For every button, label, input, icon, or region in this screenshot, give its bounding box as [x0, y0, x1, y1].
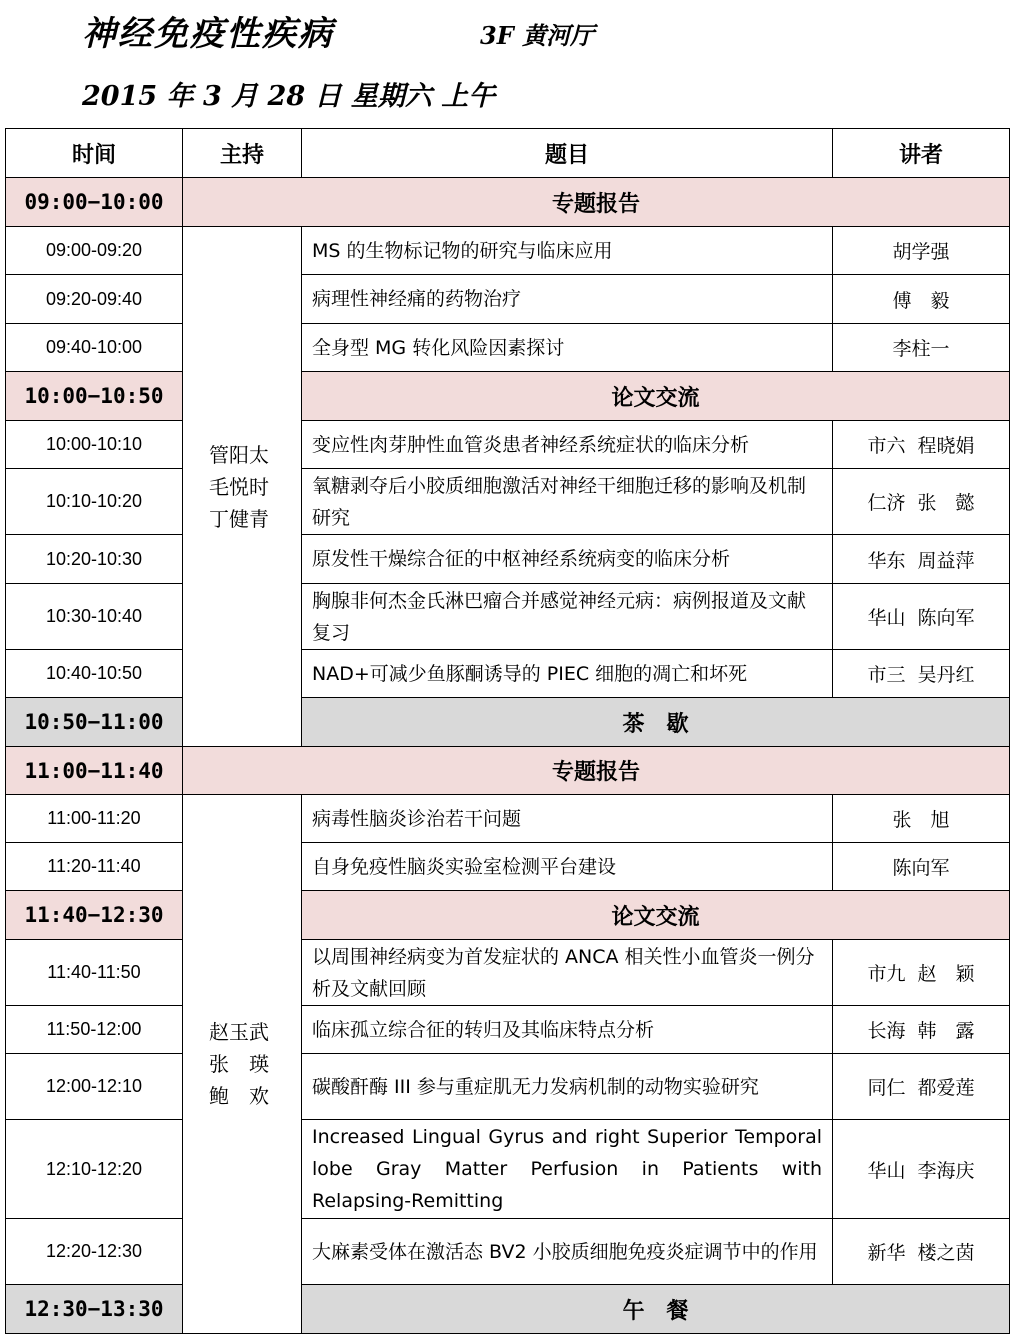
talk-topic: NAD+可减少鱼豚酮诱导的 PIEC 细胞的凋亡和坏死	[302, 650, 833, 698]
column-header-topic: 题目	[302, 129, 833, 178]
talk-speaker: 仁济 张 懿	[833, 469, 1010, 535]
host-name: 赵玉武	[209, 1020, 269, 1044]
section-label: 专题报告	[183, 747, 1010, 795]
table-row	[6, 324, 1010, 372]
talk-speaker: 华山 陈向军	[833, 584, 1010, 650]
table-row	[6, 940, 1010, 1006]
page-title: 神经免疫性疾病	[82, 14, 334, 54]
talk-time: 11:50-12:00	[6, 1006, 183, 1054]
table-row	[6, 421, 1010, 469]
talk-topic: 全身型 MG 转化风险因素探讨	[302, 324, 833, 372]
section-row	[6, 747, 1010, 795]
talk-topic: 原发性干燥综合征的中枢神经系统病变的临床分析	[302, 535, 833, 584]
talk-time: 10:00-10:10	[6, 421, 183, 469]
talk-time: 10:10-10:20	[6, 469, 183, 535]
table-row	[6, 469, 1010, 535]
column-header-host: 主持	[183, 129, 302, 178]
break-row	[6, 1285, 1010, 1334]
talk-speaker: 市九 赵 颖	[833, 940, 1010, 1006]
section-time: 11:00−11:40	[6, 747, 183, 795]
talk-topic: 病毒性脑炎诊治若干问题	[302, 795, 833, 843]
talk-time: 11:20-11:40	[6, 843, 183, 891]
section-row	[6, 372, 1010, 421]
talk-topic: MS 的生物标记物的研究与临床应用	[302, 227, 833, 275]
section-label: 论文交流	[302, 891, 1010, 940]
talk-speaker: 新华 楼之茵	[833, 1219, 1010, 1285]
section-label: 专题报告	[183, 178, 1010, 227]
talk-speaker: 陈向军	[833, 843, 1010, 891]
talk-speaker: 市三 吴丹红	[833, 650, 1010, 698]
talk-time: 12:00-12:10	[6, 1054, 183, 1120]
section-time: 10:50−11:00	[6, 698, 183, 747]
table-header-row	[6, 129, 1010, 178]
talk-speaker: 市六 程晓娟	[833, 421, 1010, 469]
talk-speaker: 华东 周益萍	[833, 535, 1010, 584]
section-time: 09:00−10:00	[6, 178, 183, 227]
section-label: 午 餐	[302, 1285, 1010, 1334]
talk-topic: 病理性神经痛的药物治疗	[302, 275, 833, 324]
talk-speaker: 华山 李海庆	[833, 1120, 1010, 1219]
talk-speaker: 同仁 都爱莲	[833, 1054, 1010, 1120]
talk-topic: Increased Lingual Gyrus and right Superior Temporal lobe Gray Matter Perfusion in Patients with Relapsing-Remitting	[302, 1120, 833, 1219]
column-header-speaker: 讲者	[833, 129, 1010, 178]
talk-time: 10:30-10:40	[6, 584, 183, 650]
talk-speaker: 胡学强	[833, 227, 1010, 275]
talk-speaker: 李柱一	[833, 324, 1010, 372]
room-label: 3F 黄河厅	[480, 21, 595, 50]
break-row	[6, 698, 1010, 747]
talk-topic: 以周围神经病变为首发症状的 ANCA 相关性小血管炎一例分析及文献回顾	[302, 940, 833, 1006]
host-cell	[183, 227, 302, 747]
talk-speaker: 长海 韩 露	[833, 1006, 1010, 1054]
section-time: 10:00−10:50	[6, 372, 183, 421]
talk-topic: 大麻素受体在激活态 BV2 小胶质细胞免疫炎症调节中的作用	[302, 1219, 833, 1285]
date-label: 2015 年 3 月 28 日 星期六 上午	[82, 81, 496, 112]
talk-time: 10:40-10:50	[6, 650, 183, 698]
talk-time: 09:40-10:00	[6, 324, 183, 372]
section-time: 11:40−12:30	[6, 891, 183, 940]
talk-time: 09:00-09:20	[6, 227, 183, 275]
table-row	[6, 650, 1010, 698]
host-name: 丁健青	[209, 506, 269, 531]
host-name: 张 瑛	[209, 1052, 269, 1076]
schedule-table	[5, 128, 1010, 1334]
host-name: 毛悦时	[209, 474, 269, 499]
table-row	[6, 227, 1010, 275]
talk-time: 12:10-12:20	[6, 1120, 183, 1219]
section-row	[6, 178, 1010, 227]
talk-topic: 自身免疫性脑炎实验室检测平台建设	[302, 843, 833, 891]
section-label: 论文交流	[302, 372, 1010, 421]
host-cell	[183, 795, 302, 1334]
talk-topic: 变应性肉芽肿性血管炎患者神经系统症状的临床分析	[302, 421, 833, 469]
section-time: 12:30−13:30	[6, 1285, 183, 1334]
table-row	[6, 535, 1010, 584]
column-header-time: 时间	[6, 129, 183, 178]
table-row	[6, 1219, 1010, 1285]
talk-topic: 氧糖剥夺后小胶质细胞激活对神经干细胞迁移的影响及机制研究	[302, 469, 833, 535]
talk-topic: 碳酸酐酶 III 参与重症肌无力发病机制的动物实验研究	[302, 1054, 833, 1120]
talk-topic: 胸腺非何杰金氏淋巴瘤合并感觉神经元病：病例报道及文献复习	[302, 584, 833, 650]
talk-time: 11:40-11:50	[6, 940, 183, 1006]
talk-time: 12:20-12:30	[6, 1219, 183, 1285]
talk-time: 11:00-11:20	[6, 795, 183, 843]
table-row	[6, 275, 1010, 324]
table-row	[6, 1054, 1010, 1120]
table-row	[6, 795, 1010, 843]
host-name: 鲍 欢	[209, 1084, 269, 1108]
talk-speaker: 张 旭	[833, 795, 1010, 843]
table-row	[6, 1120, 1010, 1219]
table-row	[6, 843, 1010, 891]
talk-topic: 临床孤立综合征的转归及其临床特点分析	[302, 1006, 833, 1054]
section-row	[6, 891, 1010, 940]
talk-time: 09:20-09:40	[6, 275, 183, 324]
table-row	[6, 584, 1010, 650]
talk-time: 10:20-10:30	[6, 535, 183, 584]
section-label: 茶 歇	[302, 698, 1010, 747]
talk-speaker: 傅 毅	[833, 275, 1010, 324]
table-row	[6, 1006, 1010, 1054]
host-name: 管阳太	[209, 442, 269, 467]
